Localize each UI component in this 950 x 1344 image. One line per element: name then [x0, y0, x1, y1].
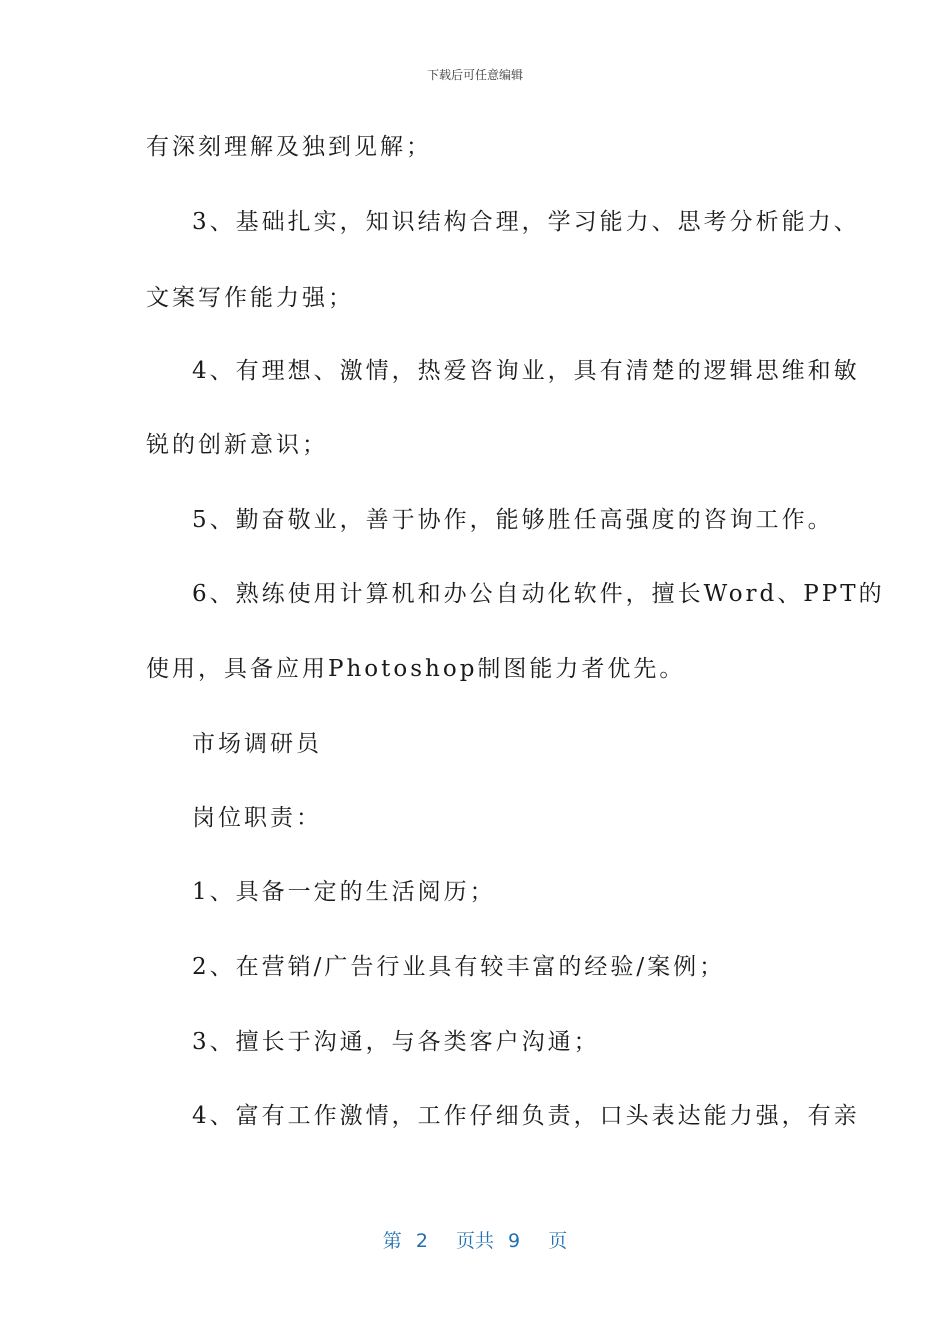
paragraph-line: 4、富有工作激情，工作仔细负责，口头表达能力强，有亲: [192, 1103, 860, 1129]
section-subtitle: 岗位职责：: [192, 805, 322, 831]
section-title: 市场调研员: [192, 731, 322, 757]
paragraph-line: 5、勤奋敬业，善于协作，能够胜任高强度的咨询工作。: [192, 507, 834, 533]
paragraph-line: 4、有理想、激情，热爱咨询业，具有清楚的逻辑思维和敏: [192, 358, 860, 384]
paragraph-line: 使用，具备应用Photoshop制图能力者优先。: [146, 656, 686, 682]
paragraph-line: 1、具备一定的生活阅历；: [192, 879, 496, 905]
page-header: 下载后可任意编辑: [426, 68, 523, 82]
paragraph-line: 有深刻理解及独到见解；: [146, 134, 432, 160]
paragraph-line: 2、在营销/广告行业具有较丰富的经验/案例；: [192, 954, 726, 980]
paragraph-line: 6、熟练使用计算机和办公自动化软件，擅长Word、PPT的: [192, 581, 885, 607]
page-footer: [0, 1226, 950, 1253]
paragraph-line: 3、擅长于沟通，与各类客户沟通；: [192, 1029, 600, 1055]
page-number: 第 2 页共 9 页: [382, 1230, 568, 1252]
paragraph-line: 锐的创新意识；: [146, 432, 328, 458]
paragraph-line: 3、基础扎实，知识结构合理，学习能力、思考分析能力、: [192, 209, 860, 235]
paragraph-line: 文案写作能力强；: [146, 285, 354, 311]
